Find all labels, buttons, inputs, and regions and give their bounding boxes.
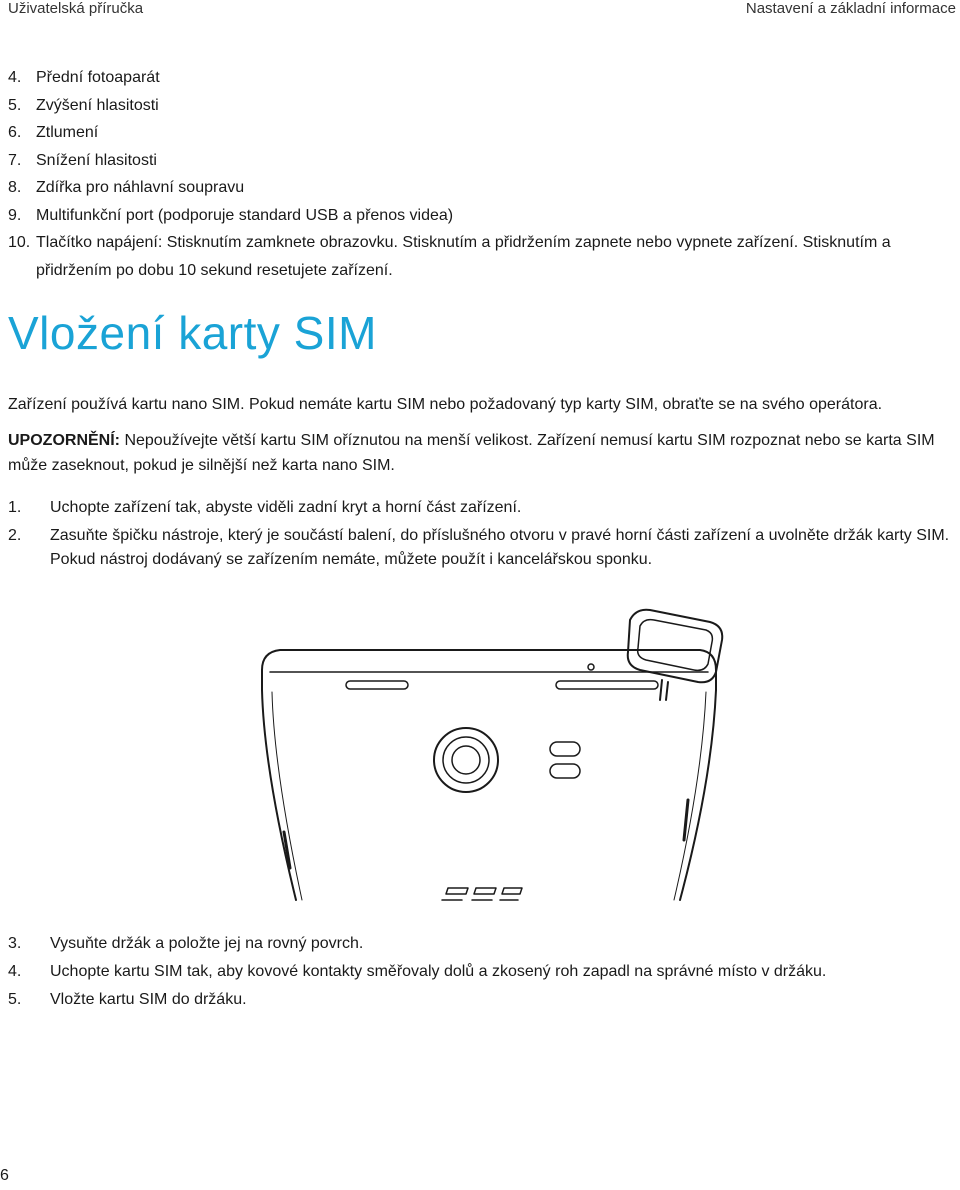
phone-sim-eject-illustration [200,600,760,910]
list-item: 10. Tlačítko napájení: Stisknutím zamknete obrazovku. Stisknutím a přidržením zapnete nebo vypnete zařízení. Stisknutím a přidržením po dobu 10 sekund resetujete zařízení. [8,234,891,279]
steps-list-after [8,932,958,1016]
header-section-title: Nastavení a základní informace [745,0,956,17]
step-item: 4. Uchopte kartu SIM tak, aby kovové kontakty směřovaly dolů a zkosený roh zapadl na správné místo v držáku. [8,963,827,980]
step-item: 2. Zasuňte špičku nástroje, který je součástí balení, do příslušného otvoru v pravé horní části zařízení a uvolněte držák karty SIM. Pokud nástroj dodávaný se zařízením nemáte, můžete použít i kancelářskou sponku. [8,527,950,568]
step-item: 1. Uchopte zařízení tak, abyste viděli zadní kryt a horní část zařízení. [8,499,522,516]
list-item: 8. Zdířka pro náhlavní soupravu [8,179,245,196]
list-item: 7. Snížení hlasitosti [8,151,157,169]
step-item: 3. Vysuňte držák a položte jej na rovný povrch. [8,935,364,952]
intro-paragraph: Zařízení používá kartu nano SIM. Pokud nemáte kartu SIM nebo požadovaný typ karty SIM, obraťte se na svého operátora. [8,396,883,413]
section-title: Vložení karty SIM [8,307,377,359]
warning-paragraph [8,428,958,478]
list-item: 5. Zvýšení hlasitosti [8,96,159,114]
steps-list-before [8,496,958,576]
list-item: 9. Multifunkční port (podporuje standard USB a přenos videa) [8,206,454,224]
warning-label: UPOZORNĚNÍ: [8,432,120,449]
parts-list [8,64,958,284]
warning-text: Nepoužívejte větší kartu SIM oříznutou na menší velikost. Zařízení nemusí kartu SIM rozpoznat nebo se karta SIM může zaseknout, pokud je silnější než karta nano SIM. [8,432,935,474]
header-doc-title: Uživatelská příručka [8,0,144,17]
list-item: 4. Přední fotoaparát [8,69,160,86]
list-item: 6. Ztlumení [8,124,99,141]
page-number: 6 [0,1167,9,1184]
step-item: 5. Vložte kartu SIM do držáku. [8,991,247,1008]
